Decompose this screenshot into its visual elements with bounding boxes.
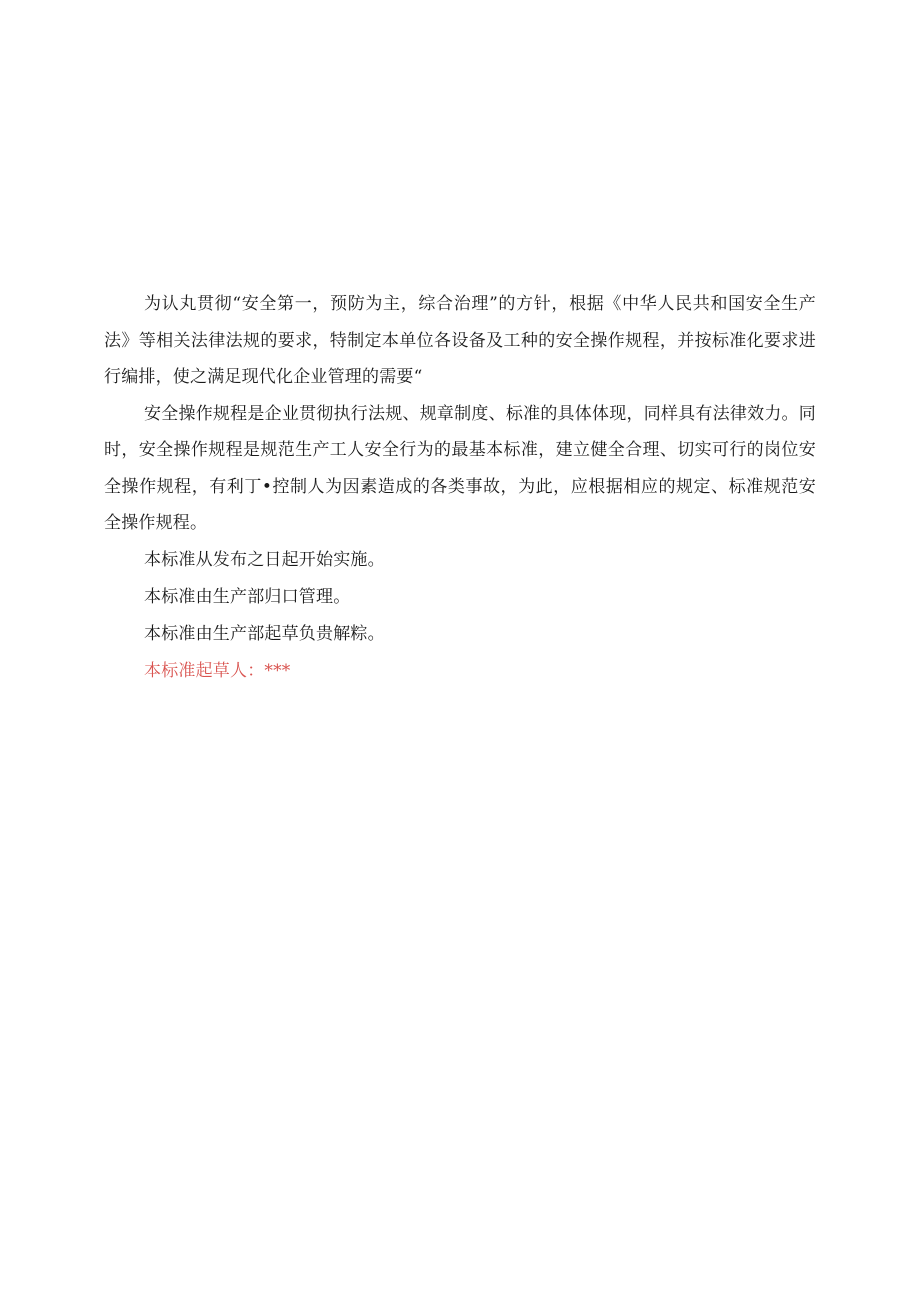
effective-date-statement: 本标准从发布之日起开始实施。: [144, 549, 385, 570]
purpose-paragraph: 安全操作规程是企业贯彻执行法规、规章制度、标准的具体体现，同样具有法律效力。同时，安全操作规程是规范生产工人安全行为的最基本标准，建立健全合理、切实可行的岗位安全操作规程，有利丁•控制人为因素造成的各类事故，为此，应根据相应的规定、标准规范安全操作规程。: [104, 403, 816, 533]
intro-paragraph: 为认丸贯彻“安全第一，预防为主，综合治理”的方针，根据《中华人民共和国安全生产法》等相关法律法规的要求，特制定本单位各设备及工种的安全操作规程，并按标准化要求进行编排，使之满足现代化企业管理的需要“: [104, 294, 816, 387]
drafter-line: 本标准起草人：***: [144, 660, 291, 681]
management-statement: 本标准由生产部归口管理。: [144, 586, 351, 607]
document-body: [104, 286, 816, 690]
interpretation-statement: 本标准由生产部起草负贵解粽。: [144, 623, 385, 644]
